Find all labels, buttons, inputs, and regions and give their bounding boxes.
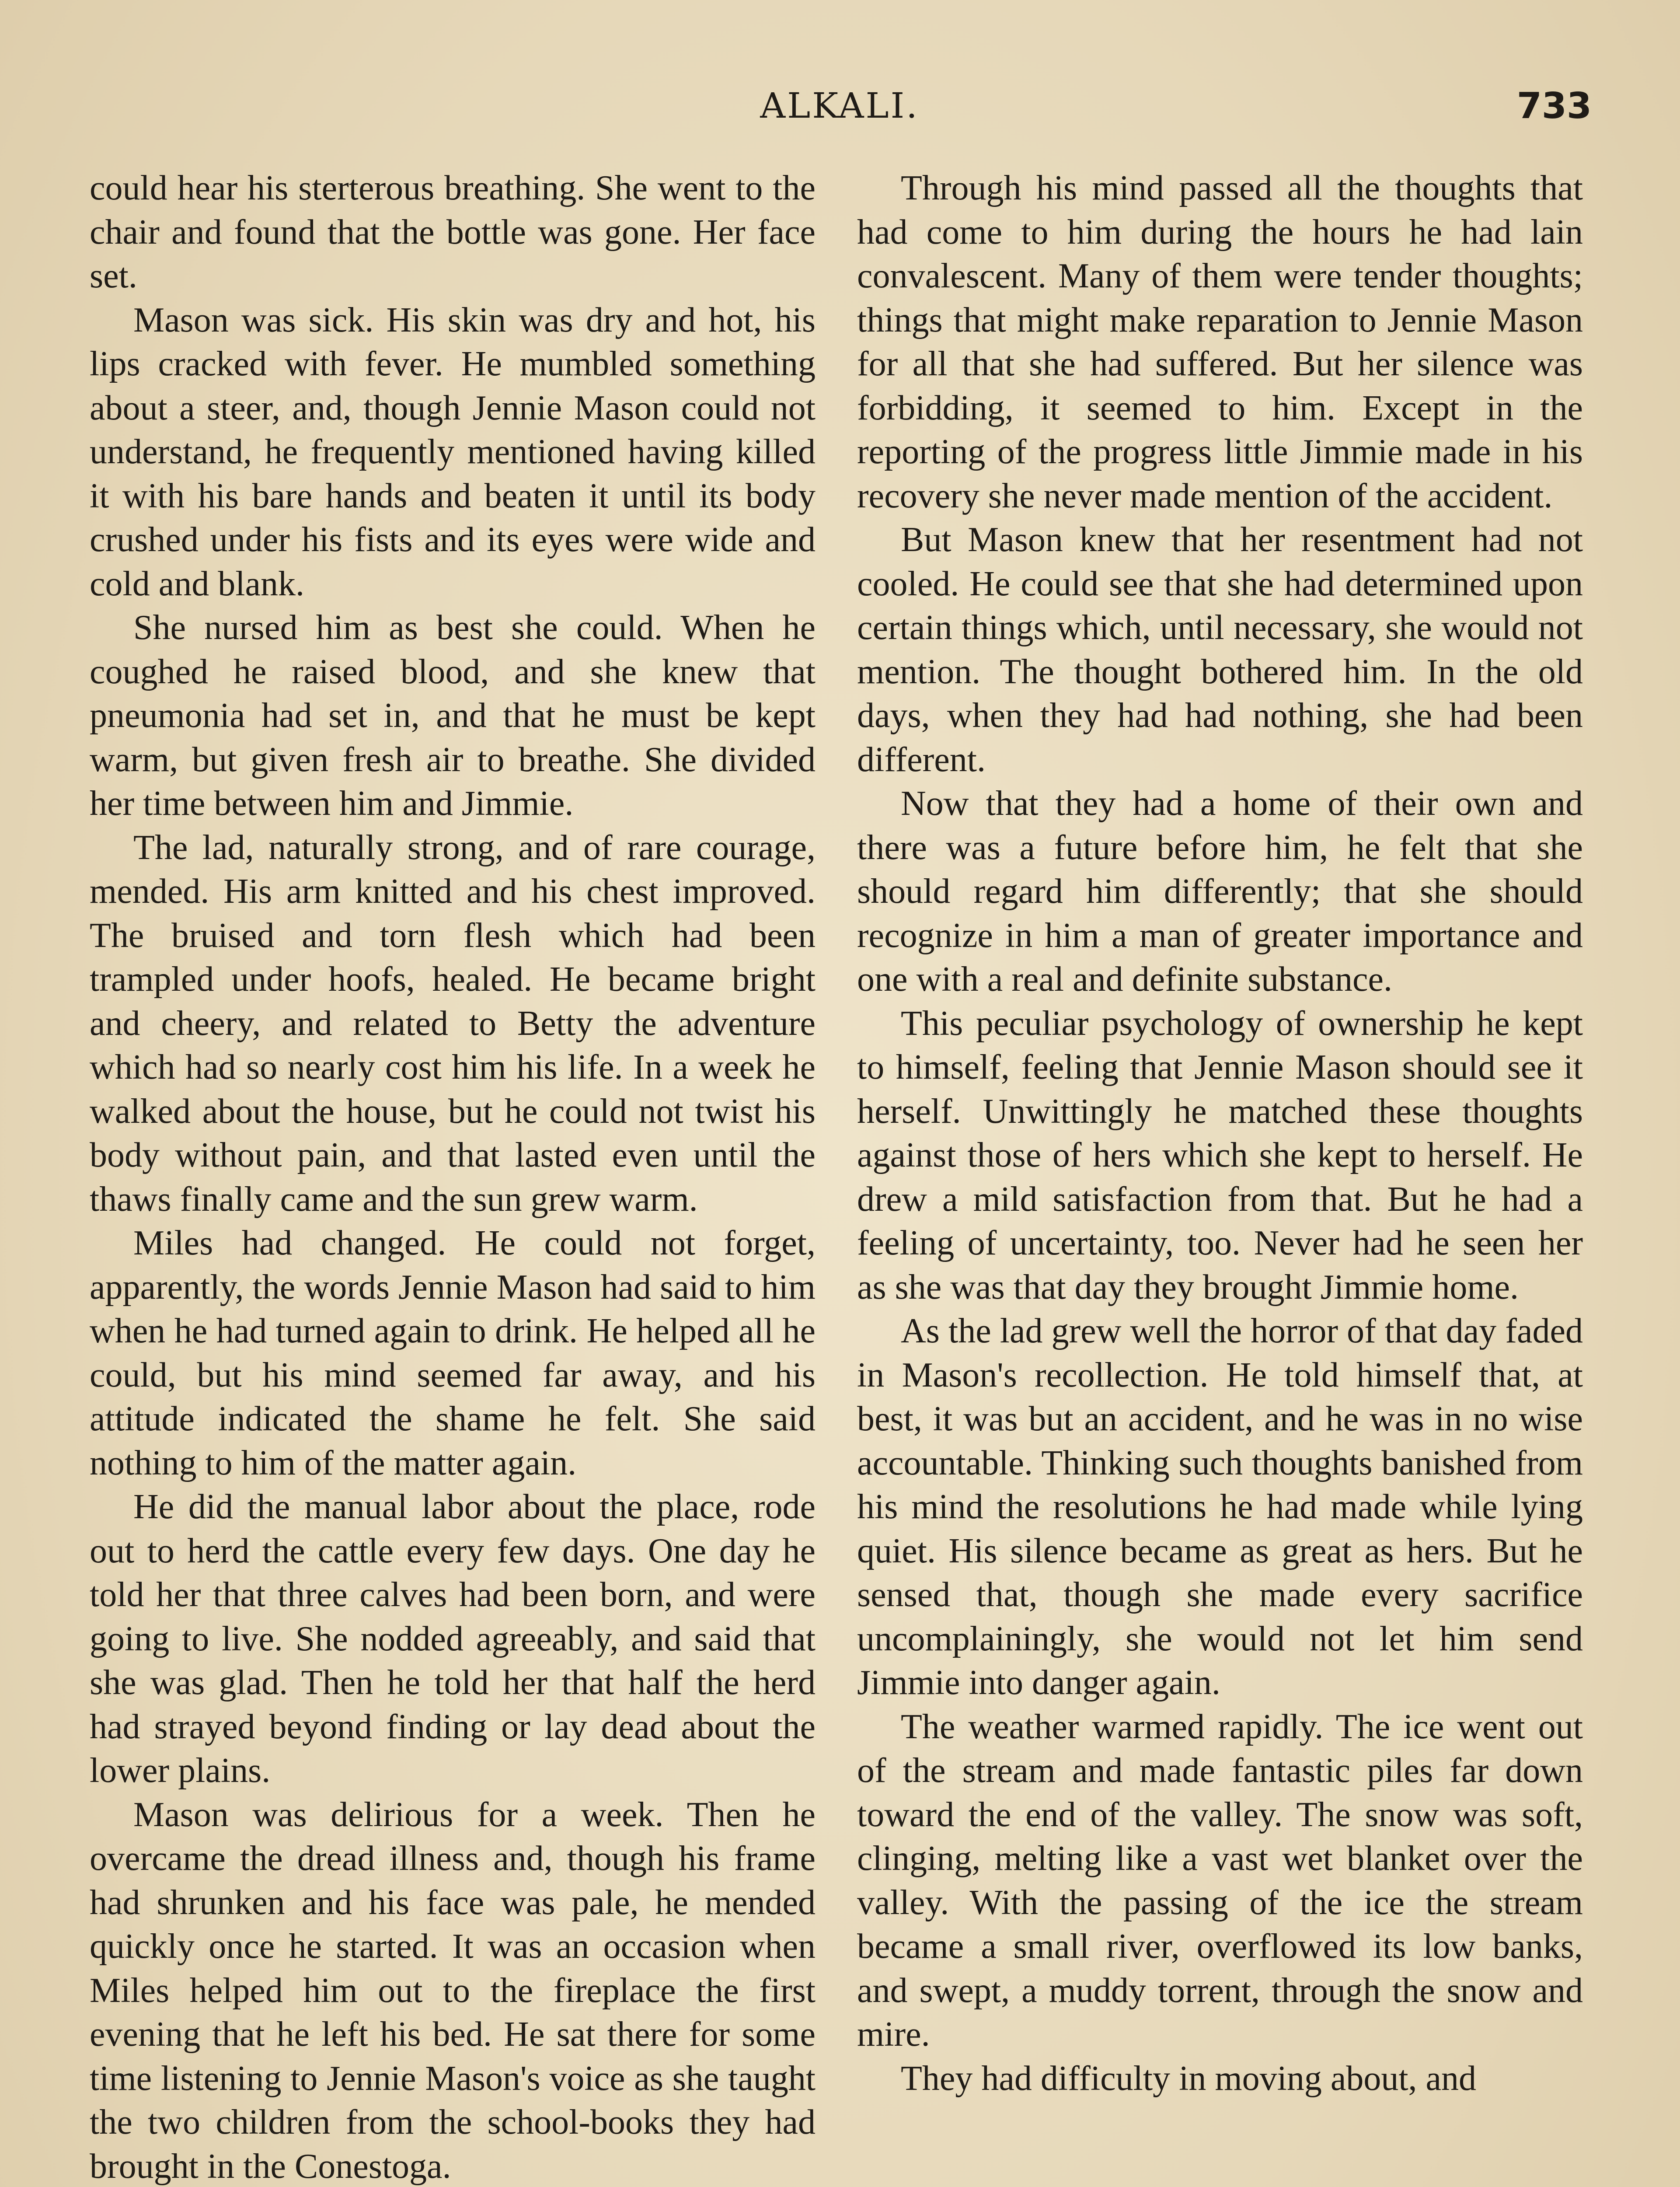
paragraph: Through his mind passed all the thoughts that had come to him during the hours he had lain convalescent. Many of them were tender thoughts; things that might make reparation to Jennie Mason for all that she had suffered. But her silence was forbidding, it seemed to him. Except in the reporting of the progress little Jimmie made in his recovery she never made mention of the accident. [857,169,1583,515]
paragraph: She nursed him as best she could. When he coughed he raised blood, and she knew that pneumonia had set in, and that he must be kept warm, but given fresh air to breathe. She divided her time between him and Jimmie. [90,608,816,823]
running-title: ALKALI. [760,85,919,126]
right-column [857,166,1583,2187]
paragraph: But Mason knew that her resentment had not cooled. He could see that she had determined upon certain things which, until necessary, she would not mention. The thought bothered him. In the old days, when they had had nothing, she had been different. [857,521,1583,779]
paragraph: The lad, naturally strong, and of rare courage, mended. His arm knitted and his chest improved. The bruised and torn flesh which had been trampled under hoofs, healed. He became bright and cheery, and related to Betty the adventure which had so nearly cost him his life. In a week he walked about the house, but he could not twist his body without pain, and that lasted even until the thaws finally came and the sun grew warm. [90,828,816,1219]
page-header [87,85,1592,133]
paragraph: Miles had changed. He could not forget, apparently, the words Jennie Mason had said to him when he had turned again to drink. He helped all he could, but his mind seemed far away, and his attitude indicated the shame he felt. She said nothing to him of the matter again. [90,1224,816,1482]
paragraph: This peculiar psychology of ownership he kept to himself, feeling that Jennie Mason should see it herself. Unwittingly he matched these thoughts against those of hers which she kept to herself. He drew a mild satisfaction from that. But he had a feeling of uncertainty, too. Never had he seen her as she was that day they brought Jimmie home. [857,1004,1583,1307]
paragraph: The weather warmed rapidly. The ice went out of the stream and made fantastic piles far down toward the end of the valley. The snow was soft, clinging, melting like a vast wet blanket over the valley. With the passing of the ice the stream became a small river, overflowed its low banks, and swept, a muddy torrent, through the snow and mire. [857,1707,1583,2054]
paragraph: Now that they had a home of their own and there was a future before him, he felt that she should regard him differently; that she should recognize in him a man of greater importance and one with a real and definite substance. [857,784,1583,999]
paragraph: He did the manual labor about the place, rode out to herd the cattle every few days. One day he told her that three calves had been born, and were going to live. She nodded agreeably, and said that she was glad. Then he told her that half the herd had strayed beyond finding or lay dead about the lower plains. [90,1488,816,1790]
paragraph: Mason was sick. His skin was dry and hot, his lips cracked with fever. He mumbled something about a steer, and, though Jennie Mason could not understand, he frequently mentioned having killed it with his bare hands and beaten it until its body crushed under his fists and its eyes were wide and cold and blank. [90,300,816,603]
page-number: 733 [1516,85,1592,127]
left-column [90,166,816,2187]
paragraph: could hear his sterterous breathing. She went to the chair and found that the bottle was gone. Her face set. [90,169,816,295]
paragraph: They had difficulty in moving about, and [901,2059,1477,2098]
paragraph: As the lad grew well the horror of that day faded in Mason's recollection. He told himself that, at best, it was but an accident, and he was in no wise accountable. Thinking such thoughts banished from his mind the resolutions he had made while lying quiet. His silence became as great as hers. But he sensed that, though she made every sacrifice uncomplainingly, she would not let him send Jimmie into danger again. [857,1312,1583,1702]
paragraph: Mason was delirious for a week. Then he overcame the dread illness and, though his frame had shrunken and his face was pale, he mended quickly once he started. It was an occasion when Miles helped him out to the fireplace the first evening that he left his bed. He sat there for some time listening to Jennie Mason's voice as she taught the two children from the school-books they had brought in the Conestoga. [90,1795,816,2186]
